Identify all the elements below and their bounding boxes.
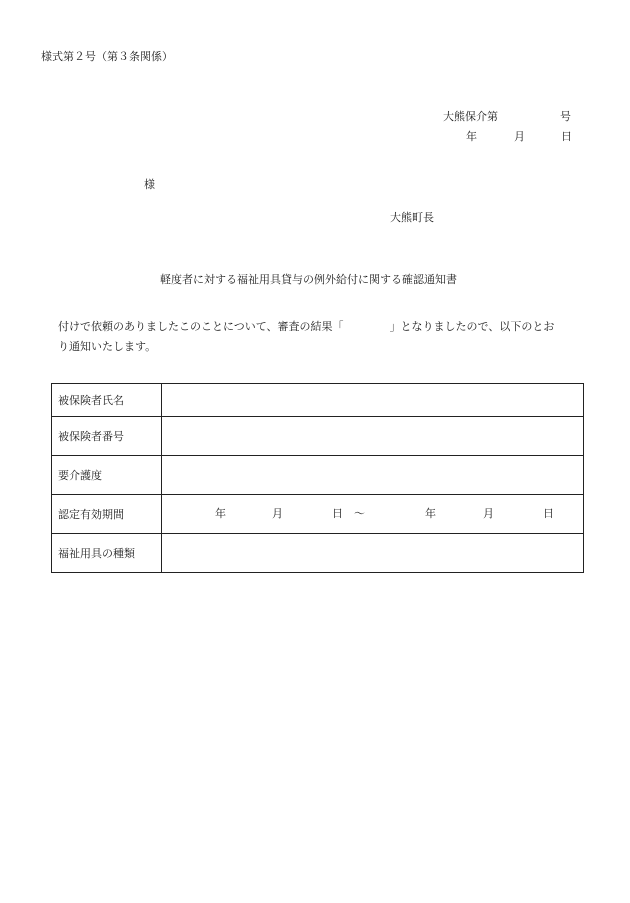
equipment-type-value (162, 534, 584, 573)
body-text-line-1 (58, 320, 554, 334)
body-text-after-result: 」となりましたので、以下のとお (389, 320, 555, 333)
table-row (52, 417, 584, 456)
date-day-label: 日 (561, 130, 572, 143)
validity-period-label: 認定有効期間 (52, 495, 162, 534)
table-row (52, 456, 584, 495)
insured-number-value (162, 417, 584, 456)
document-number-suffix: 号 (560, 110, 571, 123)
period-start-month: 月 (272, 507, 283, 520)
insured-name-label: 被保険者氏名 (52, 384, 162, 417)
info-table (51, 383, 584, 573)
equipment-type-label: 福祉用具の種類 (52, 534, 162, 573)
care-level-value (162, 456, 584, 495)
period-end-day: 日 (543, 507, 554, 520)
addressee-honorific: 様 (144, 178, 155, 191)
period-start-day: 日 (332, 507, 343, 520)
document-title: 軽度者に対する福祉用具貸与の例外給付に関する確認通知書 (160, 273, 457, 286)
insured-name-value (162, 384, 584, 417)
period-end-month: 月 (483, 507, 494, 520)
issuer-name: 大熊町長 (390, 211, 434, 224)
body-text-line-2: り通知いたします。 (58, 340, 157, 353)
table-row (52, 495, 584, 534)
date-year-label: 年 (466, 130, 477, 143)
body-text-before-result: 付けで依頼のありましたこのことについて、審査の結果「 (58, 320, 344, 333)
care-level-label: 要介護度 (52, 456, 162, 495)
period-end-year: 年 (425, 507, 436, 520)
insured-number-label: 被保険者番号 (52, 417, 162, 456)
date-month-label: 月 (514, 130, 525, 143)
form-number: 様式第２号（第３条関係） (41, 50, 173, 63)
table-row (52, 384, 584, 417)
table-row (52, 534, 584, 573)
period-start-year: 年 (215, 507, 226, 520)
document-number-prefix: 大熊保介第 (443, 110, 498, 123)
validity-period-value (162, 495, 584, 534)
period-tilde: ～ (354, 507, 365, 520)
